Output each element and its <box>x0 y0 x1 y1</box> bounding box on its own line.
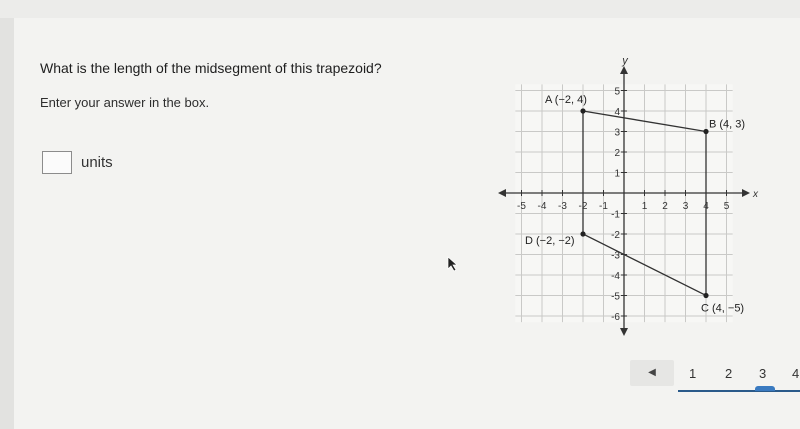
chevron-left-icon: ◀ <box>648 367 656 378</box>
y-axis-arrow-up-icon <box>620 66 628 74</box>
page-button-1[interactable]: 1 <box>689 366 697 381</box>
y-tick-label: -6 <box>611 312 620 323</box>
question-prompt: What is the length of the midsegment of this trapezoid? <box>40 60 382 76</box>
pager-underline <box>678 390 800 392</box>
y-tick-label: -4 <box>611 271 620 282</box>
point-label-a: A (−2, 4) <box>545 94 587 106</box>
y-tick-label: -3 <box>611 250 620 262</box>
x-tick-label: -2 <box>578 201 588 212</box>
page-button-3[interactable]: 3 <box>759 366 767 381</box>
page-button-2[interactable]: 2 <box>725 366 733 381</box>
x-axis-label: x <box>753 189 758 200</box>
y-tick-label: 2 <box>614 148 620 159</box>
x-axis-arrow-left-icon <box>498 189 506 197</box>
x-tick-label: 1 <box>641 201 648 212</box>
question-instruction: Enter your answer in the box. <box>40 95 210 110</box>
x-tick-label: -5 <box>517 201 526 212</box>
x-tick-label: -1 <box>599 201 608 212</box>
y-tick-label: 4 <box>614 107 620 118</box>
prev-page-button[interactable] <box>630 360 674 386</box>
point-d <box>580 231 585 236</box>
x-tick-label: 4 <box>703 201 709 212</box>
y-tick-label: 3 <box>614 127 620 139</box>
current-page-indicator <box>755 386 775 391</box>
point-label-b: B (4, 3) <box>709 118 746 131</box>
y-tick-label: 5 <box>614 86 620 98</box>
y-tick-label: -5 <box>611 291 620 303</box>
pagination <box>630 360 800 396</box>
point-c <box>703 293 708 298</box>
mouse-cursor-icon <box>447 256 459 272</box>
x-tick-label: -4 <box>537 201 547 212</box>
x-tick-label: -3 <box>558 201 567 212</box>
x-tick-label: 2 <box>662 201 668 212</box>
x-tick-label: 3 <box>682 201 689 212</box>
point-b <box>703 129 708 134</box>
x-axis-arrow-right-icon <box>742 189 750 197</box>
y-tick-label: -2 <box>611 230 620 241</box>
units-label: units <box>81 154 113 171</box>
y-tick-label: 1 <box>614 168 620 180</box>
y-axis-arrow-down-icon <box>620 328 628 336</box>
x-tick-label: 5 <box>723 201 730 212</box>
point-label-c: C (4, −5) <box>701 302 745 315</box>
y-tick-label: -1 <box>611 209 620 221</box>
point-a <box>580 108 585 113</box>
page-button-4[interactable]: 4 <box>792 366 800 381</box>
point-label-d: D (−2, −2) <box>525 235 575 247</box>
y-axis-label: y <box>622 55 628 67</box>
